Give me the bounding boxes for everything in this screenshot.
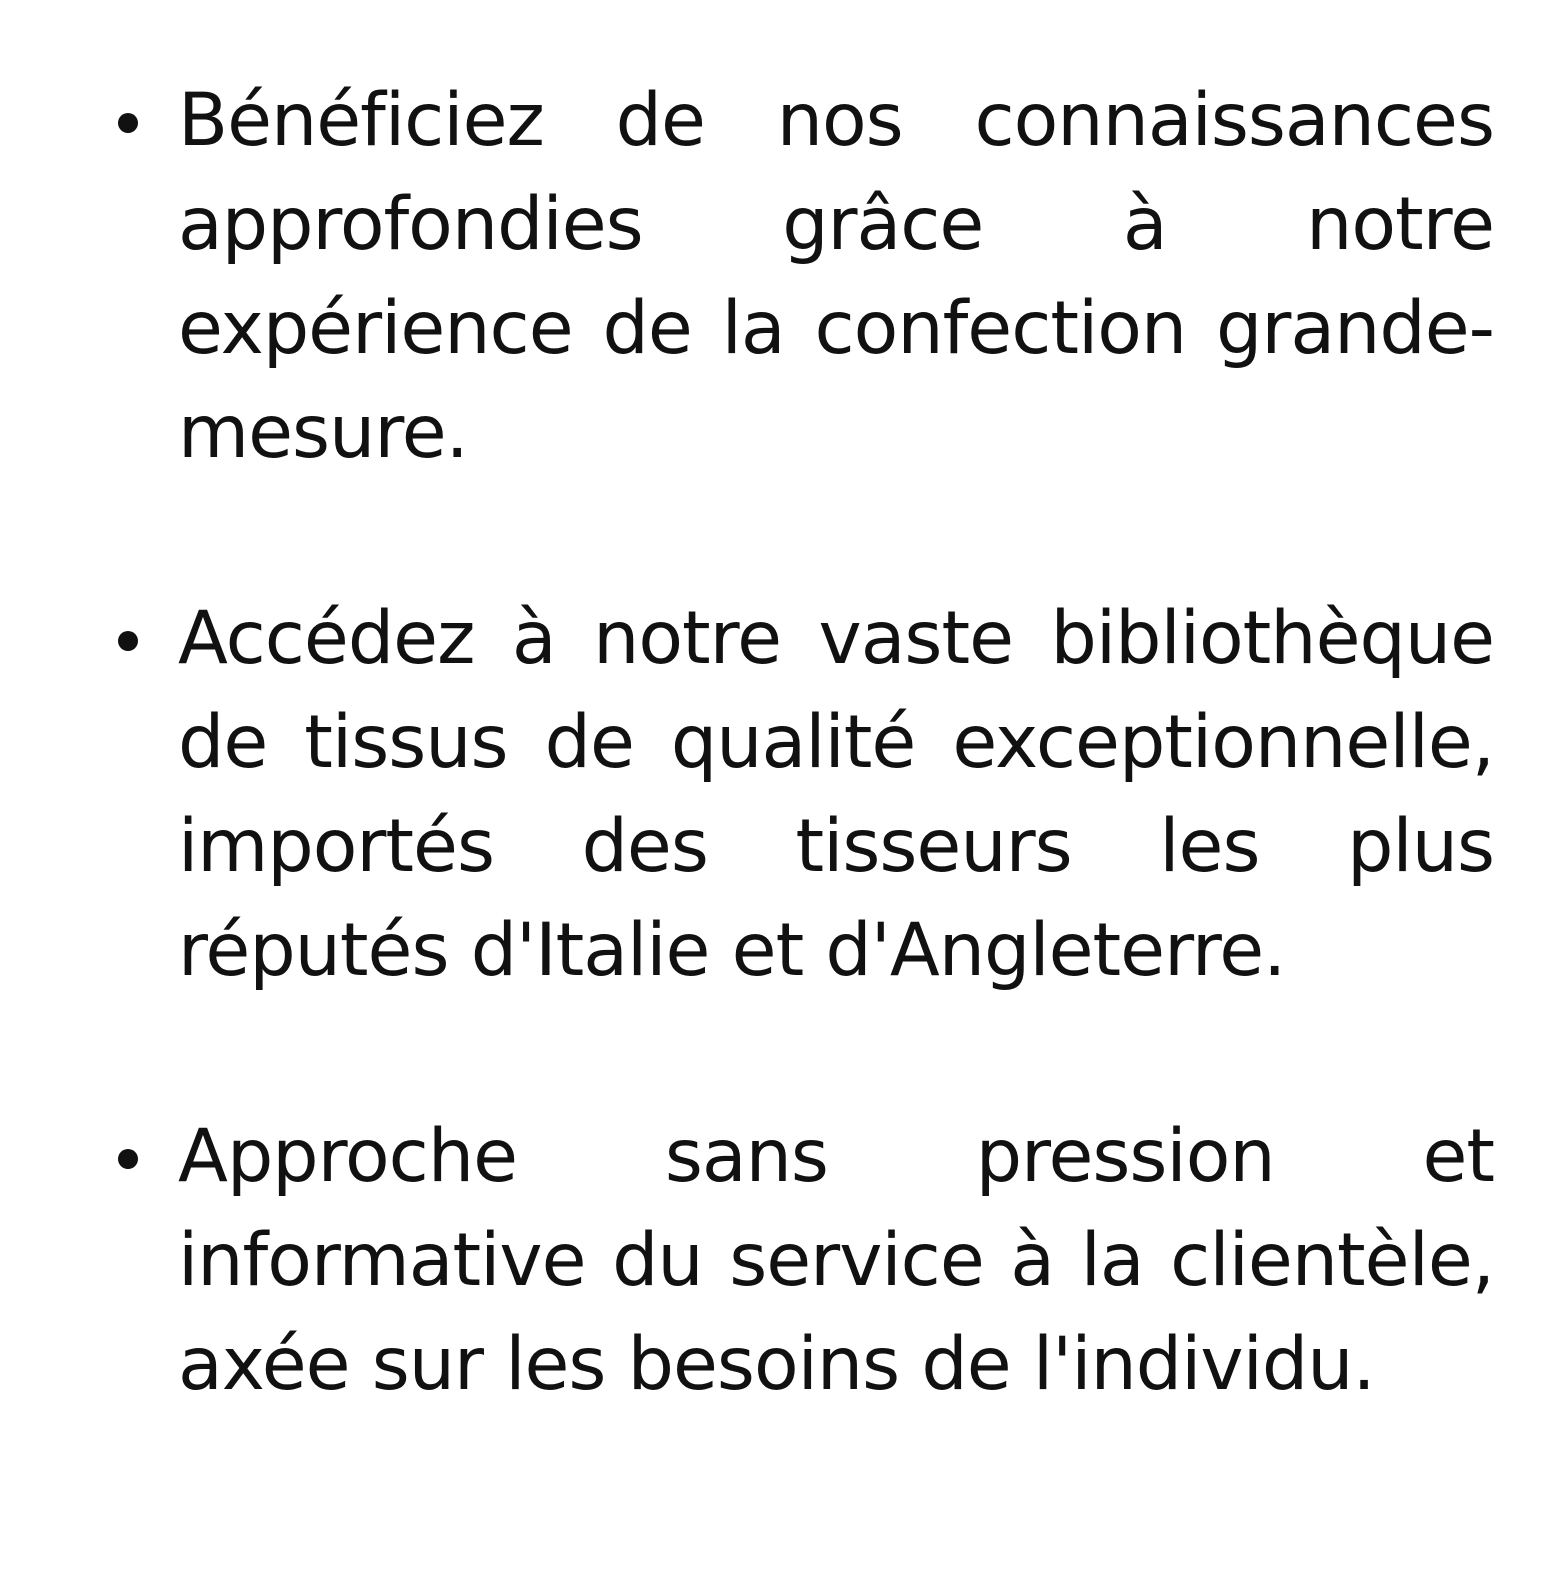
benefit-text: Accédez à notre vaste bibliothèque de tissus de qualité exceptionnelle, importés des tisseurs les plus réputés d'Italie et d'Angleterre. — [178, 596, 1494, 993]
benefit-text: Approche sans pression et informative du service à la clientèle, axée sur les besoins de l'individu. — [178, 1114, 1494, 1407]
benefit-list — [112, 69, 1494, 1417]
benefits-section — [112, 69, 1494, 1417]
bullet-icon — [118, 113, 138, 133]
benefit-item — [112, 587, 1494, 1003]
benefit-item — [112, 69, 1494, 485]
bullet-icon — [118, 631, 138, 651]
benefit-item — [112, 1105, 1494, 1417]
bullet-icon — [118, 1149, 138, 1169]
benefit-text: Bénéficiez de nos connaissances approfondies grâce à notre expérience de la confection grande-mesure. — [178, 78, 1494, 475]
